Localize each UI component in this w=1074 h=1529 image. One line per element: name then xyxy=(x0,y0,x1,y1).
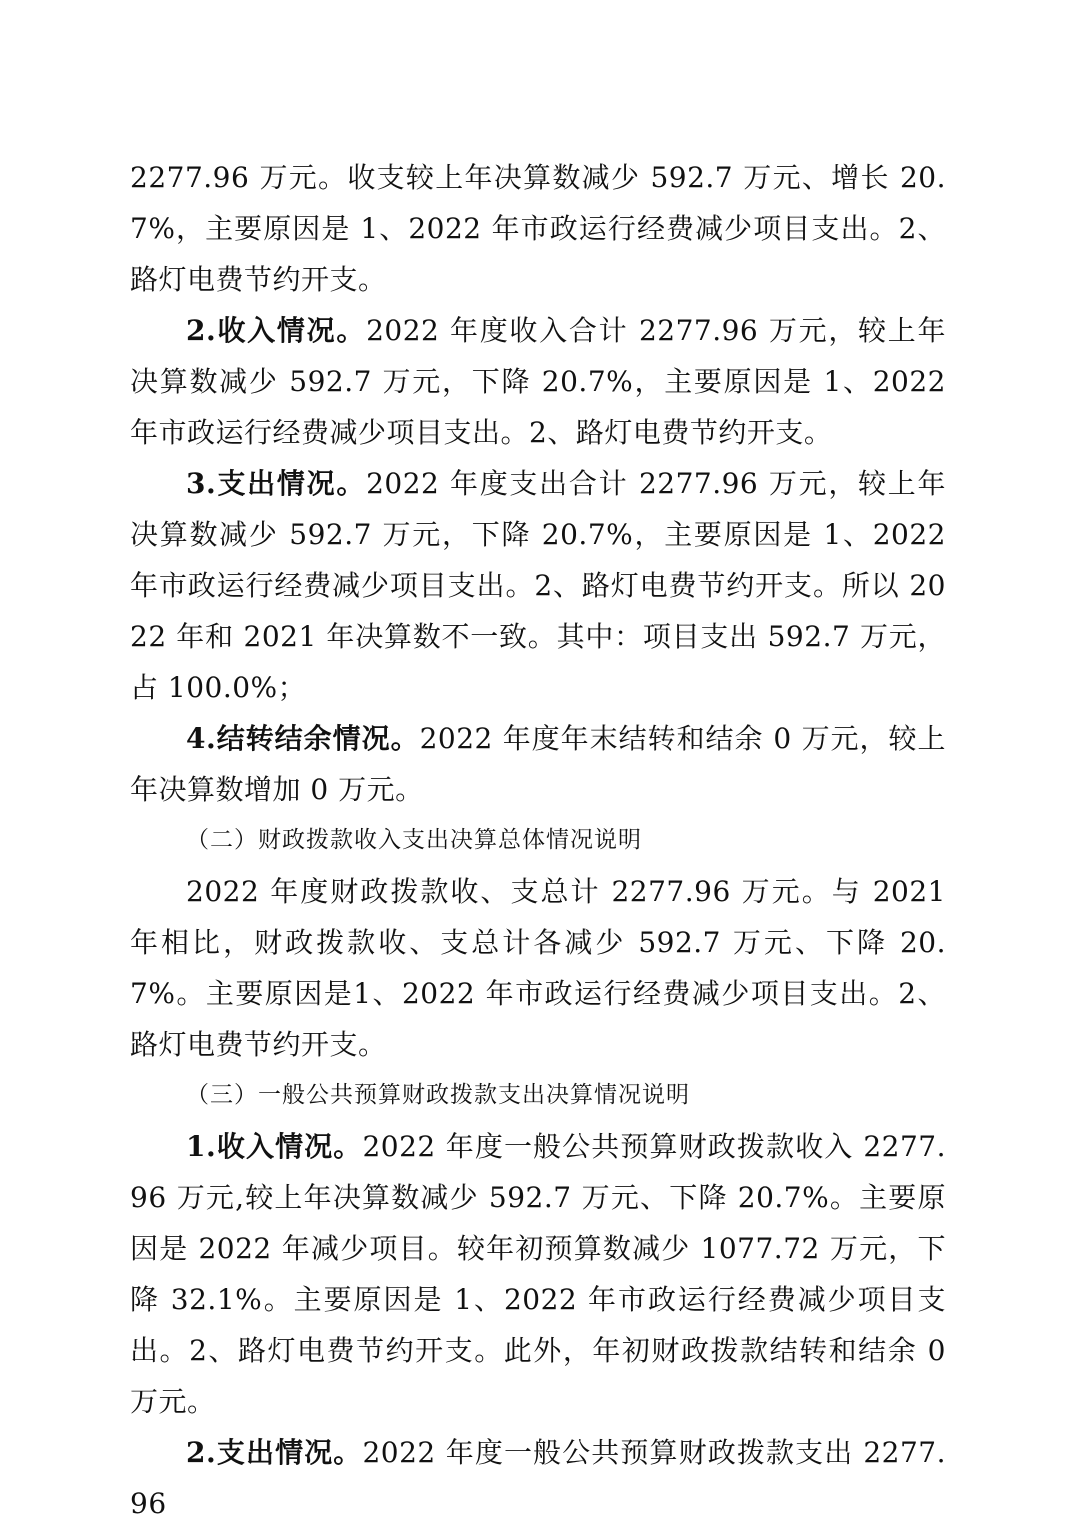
paragraph-income xyxy=(130,305,946,458)
paragraph-text: 2022 年度一般公共预算财政拨款收入 2277.96 万元,较上年决算数减少 592.7 万元、下降 20.7%。主要原因是 2022 年减少项目。较年初预算数减少 1077.72 万元，下降 32.1%。主要原因是 1、2022 年市政运行经费减少项目支出。2、路灯电费节约开支。此外，年初财政拨款结转和结余 0 万元。 xyxy=(130,1130,947,1418)
paragraph-lead: 1.收入情况。 xyxy=(186,1130,363,1163)
paragraph-continuation xyxy=(130,152,946,305)
section-heading-general-budget: （三）一般公共预算财政拨款支出决算情况说明 xyxy=(186,1082,690,1108)
paragraph-lead: 2.收入情况。 xyxy=(186,314,367,347)
paragraph-text: 2022 年度年末结转和结余 0 万元，较上年决算数增加 0 万元。 xyxy=(130,722,946,806)
paragraph-text: 2022 年度财政拨款收、支总计 2277.96 万元。与 2021 年相比，财政拨款收、支总计各减少 592.7 万元、下降 20.7%。主要原因是1、2022 年市政运行经费减少项目支出。2、路灯电费节约开支。 xyxy=(130,875,946,1061)
paragraph-text: 2022 年度收入合计 2277.96 万元，较上年决算数减少 592.7 万元，下降 20.7%，主要原因是 1、2022 年市政运行经费减少项目支出。2、路灯电费节约开支。 xyxy=(130,314,947,449)
paragraph-lead: 4.结转结余情况。 xyxy=(186,722,420,755)
section-heading-fiscal-overall: （二）财政拨款收入支出决算总体情况说明 xyxy=(186,827,642,853)
paragraph-fiscal-overall xyxy=(130,866,946,1070)
paragraph-lead: 3.支出情况。 xyxy=(186,467,367,500)
paragraph-text: 2022 年度一般公共预算财政拨款支出 2277.96 xyxy=(130,1436,947,1520)
document-page xyxy=(130,152,946,1529)
paragraph-general-budget-expenditure xyxy=(130,1427,946,1529)
paragraph-lead: 2.支出情况。 xyxy=(186,1436,363,1469)
paragraph-text: 2022 年度支出合计 2277.96 万元，较上年决算数减少 592.7 万元，下降 20.7%，主要原因是 1、2022 年市政运行经费减少项目支出。2、路灯电费节约开支。所以 2022 年和 2021 年决算数不一致。其中：项目支出 592.7 万元，占 100.0%； xyxy=(130,467,947,704)
paragraph-general-budget-income xyxy=(130,1121,946,1427)
paragraph-carryover xyxy=(130,713,946,815)
paragraph-expenditure xyxy=(130,458,946,713)
paragraph-text: 2277.96 万元。收支较上年决算数减少 592.7 万元、增长 20.7%，主要原因是 1、2022 年市政运行经费减少项目支出。2、路灯电费节约开支。 xyxy=(130,161,946,296)
